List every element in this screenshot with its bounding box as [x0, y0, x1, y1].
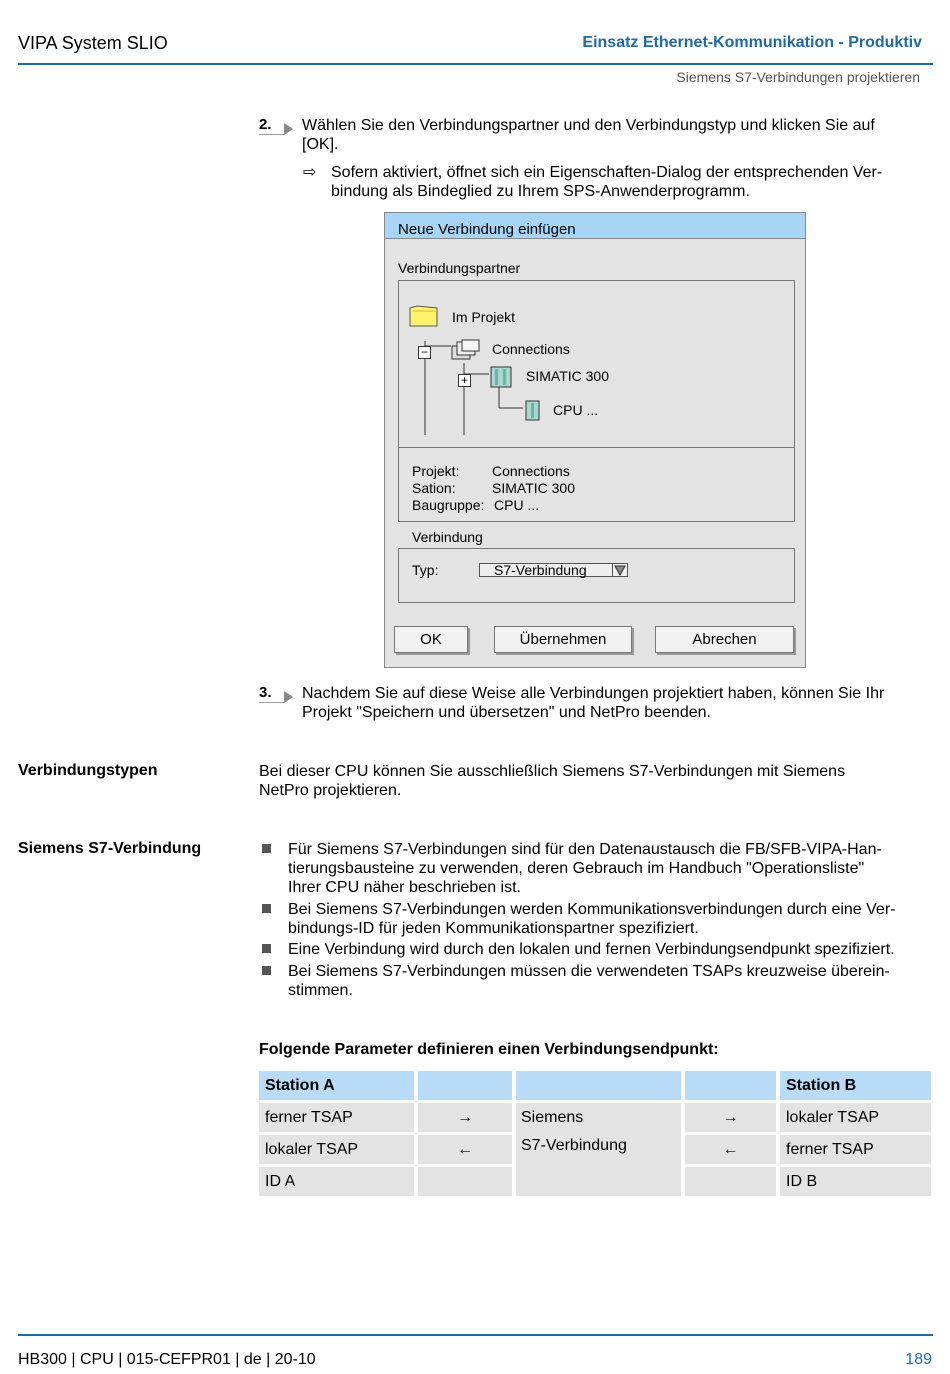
table-cell: ferner TSAP	[780, 1135, 931, 1164]
new-connection-dialog	[384, 212, 806, 668]
step-number: 3.	[259, 684, 272, 701]
bullet-item	[288, 962, 890, 1000]
middle-header	[516, 1071, 681, 1100]
step-text-line: Projekt "Speichern und übersetzen" und NetPro beenden.	[302, 704, 711, 721]
page-number: 189	[905, 1351, 932, 1368]
table-cell: lokaler TSAP	[259, 1135, 414, 1164]
expand-toggle-icon[interactable]: +	[458, 374, 471, 387]
connection-type-select[interactable]	[479, 563, 628, 577]
typ-label: Typ:	[412, 562, 439, 578]
arrow-right-icon: →	[418, 1103, 512, 1132]
section-title: Siemens S7-Verbindungen projektieren	[676, 69, 920, 85]
bullet-item	[288, 840, 882, 897]
step-text	[302, 116, 875, 154]
bullet-line: Bei Siemens S7-Verbindungen werden Kommunikationsverbindungen durch eine Ver-	[288, 901, 896, 918]
table-caption: Folgende Parameter definieren einen Verbindungsendpunkt:	[259, 1041, 719, 1058]
section-label: Siemens S7-Verbindung	[18, 840, 202, 857]
footer-divider	[18, 1334, 933, 1336]
section-text-line: NetPro projektieren.	[259, 782, 402, 799]
bullet-line: Ihrer CPU näher beschrieben ist.	[288, 879, 521, 896]
arrow-right-icon: →	[685, 1103, 776, 1132]
selection-info	[398, 447, 795, 522]
tree-item-simatic[interactable]: SIMATIC 300	[526, 368, 609, 384]
station-value: SIMATIC 300	[492, 480, 575, 496]
result-text	[331, 163, 882, 201]
baugruppe-label: Baugruppe:	[412, 497, 485, 513]
bullet-line: tierungsbausteine zu verwenden, deren Gebrauch im Handbuch "Operationsliste"	[288, 860, 865, 877]
step-number: 2.	[259, 116, 272, 133]
chevron-down-icon[interactable]	[612, 564, 627, 576]
station-b-header: Station B	[780, 1071, 931, 1100]
apply-button[interactable]: Übernehmen	[494, 626, 632, 653]
bullet-line: Für Siemens S7-Verbindungen sind für den Datenaustausch die FB/SFB-VIPA-Han-	[288, 841, 882, 858]
ok-button[interactable]: OK	[394, 626, 468, 653]
step-arrow-icon	[284, 123, 293, 135]
result-text-line: bindung als Bindeglied zu Ihrem SPS-Anwenderprogramm.	[331, 183, 750, 200]
cancel-button[interactable]: Abrechen	[655, 626, 794, 653]
tree-item-connections[interactable]: Connections	[492, 341, 570, 357]
partner-tree	[398, 280, 795, 448]
arrow-left-icon: ←	[418, 1135, 512, 1164]
bullet-line: bindungs-ID für jeden Kommunikationspartner spezifiziert.	[288, 920, 699, 937]
bullet-line: Eine Verbindung wird durch den lokalen und fernen Verbindungsendpunkt spezifiziert.	[288, 941, 895, 958]
arrow-header-b	[685, 1071, 776, 1100]
cpu-icon	[525, 400, 540, 421]
result-text-line: Sofern aktiviert, öffnet sich ein Eigenschaften-Dialog der entsprechenden Ver-	[331, 164, 883, 181]
bullet-item	[288, 940, 895, 959]
station-label: Sation:	[412, 480, 456, 496]
table-cell: ferner TSAP	[259, 1103, 414, 1132]
section-label: Verbindungstypen	[18, 762, 158, 779]
step-text-line: [OK].	[302, 136, 339, 153]
projekt-value: Connections	[492, 463, 570, 479]
bullet-icon	[262, 844, 271, 853]
tree-lines	[399, 281, 794, 447]
table-cell: ID A	[259, 1167, 414, 1196]
bullet-icon	[262, 966, 271, 975]
bullet-icon	[262, 944, 271, 953]
station-a-header: Station A	[259, 1071, 414, 1100]
section-text-line: Bei dieser CPU können Sie ausschließlich Siemens S7-Verbindungen mit Siemens	[259, 763, 846, 780]
table-cell-line: S7-Verbindung	[521, 1137, 627, 1154]
connection-type-value: S7-Verbindung	[494, 562, 587, 578]
collapse-toggle-icon[interactable]: −	[418, 346, 431, 359]
connection-type-group	[398, 548, 795, 603]
doc-title: VIPA System SLIO	[18, 33, 168, 53]
tree-item-cpu[interactable]: CPU ...	[553, 402, 599, 418]
table-cell: ID B	[780, 1167, 931, 1196]
chapter-title: Einsatz Ethernet-Kommunikation - Produktiv	[582, 34, 922, 51]
bullet-icon	[262, 904, 271, 913]
step-arrow-icon	[284, 691, 293, 703]
footer-doc-id: HB300 | CPU | 015-CEFPR01 | de | 20-10	[18, 1351, 316, 1368]
bullet-line: stimmen.	[288, 982, 353, 999]
connection-type-cell	[516, 1103, 681, 1196]
tree-item-project[interactable]: Im Projekt	[452, 309, 516, 325]
step-text-line: Nachdem Sie auf diese Weise alle Verbindungen projektiert haben, können Sie Ihr	[302, 685, 885, 702]
projekt-label: Projekt:	[412, 463, 460, 479]
verbindung-label: Verbindung	[412, 529, 483, 545]
dialog-title: Neue Verbindung einfügen	[385, 213, 805, 239]
network-icon	[451, 339, 481, 361]
arrow-header-a	[418, 1071, 512, 1100]
arrow-left-icon: ←	[685, 1135, 776, 1164]
header-divider	[18, 63, 933, 65]
bullet-item	[288, 900, 895, 938]
table-cell	[418, 1167, 512, 1196]
partner-label: Verbindungspartner	[398, 260, 521, 276]
folder-icon	[409, 305, 439, 327]
table-cell: lokaler TSAP	[780, 1103, 931, 1132]
step-text	[302, 684, 884, 722]
section-text	[259, 762, 845, 800]
station-icon	[490, 366, 512, 388]
table-cell	[685, 1167, 776, 1196]
step-text-line: Wählen Sie den Verbindungspartner und den Verbindungstyp und klicken Sie auf	[302, 117, 875, 134]
baugruppe-value: CPU ...	[494, 497, 540, 513]
result-arrow-icon: ⇨	[303, 164, 317, 181]
bullet-line: Bei Siemens S7-Verbindungen müssen die verwendeten TSAPs kreuzweise überein-	[288, 963, 890, 980]
table-cell-line: Siemens	[521, 1109, 584, 1126]
